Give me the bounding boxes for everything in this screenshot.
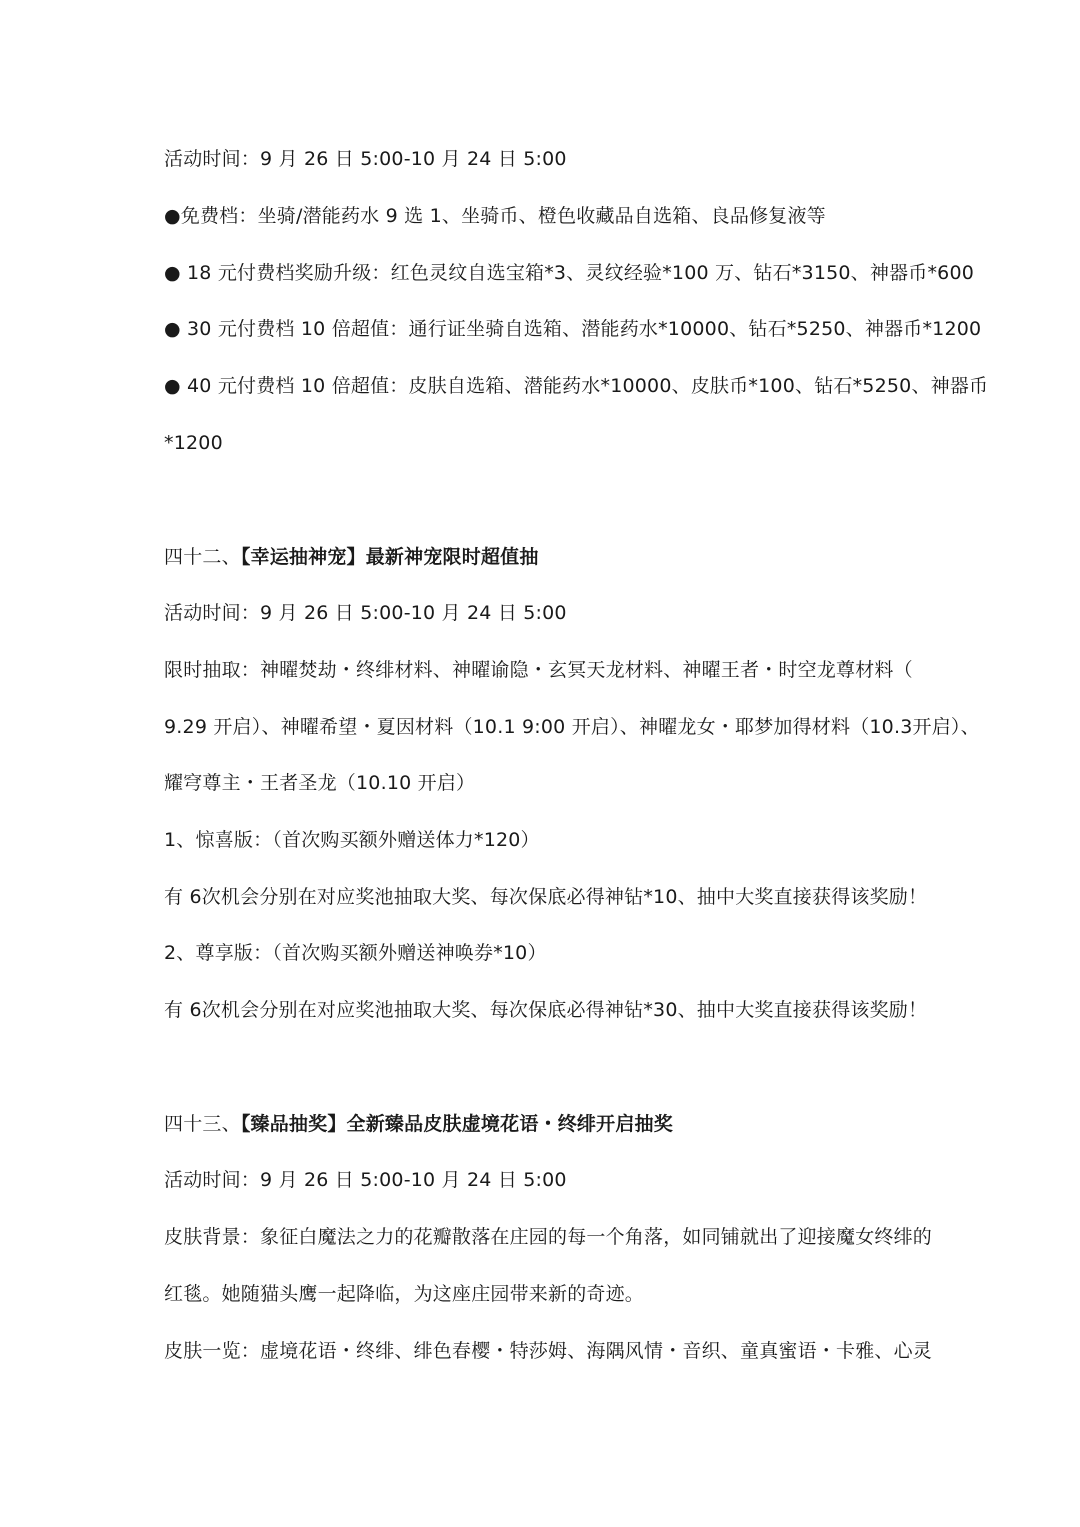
section-42-title: 【幸运抽神宠】最新神宠限时超值抽 — [240, 546, 539, 568]
version-1-desc: 有 6次机会分别在对应奖池抽取大奖、每次保底必得神钻*10、抽中大奖直接获得该奖励！ — [164, 886, 928, 908]
version-1-title: 1、惊喜版：（首次购买额外赠送体力*120） — [164, 829, 540, 851]
document-page — [164, 0, 989, 1527]
skin-background-line-2: 红毯。她随猫头鹰一起降临，为这座庄园带来新的奇迹。 — [164, 1283, 645, 1305]
limited-draw-line-2: 9.29 开启）、神曜希望・夏因材料（10.1 9:00 开启）、神曜龙女・耶梦加得材料（10.3开启）、 — [164, 716, 980, 738]
section-42-time: 活动时间：9 月 26 日 5:00-10 月 24 日 5:00 — [164, 602, 567, 624]
tier-18: ● 18 元付费档奖励升级：红色灵纹自选宝箱*3、灵纹经验*100 万、钻石*3150、神器币*600 — [164, 262, 975, 284]
version-2-desc: 有 6次机会分别在对应奖池抽取大奖、每次保底必得神钻*30、抽中大奖直接获得该奖励！ — [164, 999, 928, 1021]
skin-list-line-1: 皮肤一览：虚境花语・终绯、绯色春樱・特莎姆、海隅风情・音织、童真蜜语・卡雅、心灵 — [164, 1340, 933, 1362]
section-43-heading — [164, 1111, 673, 1137]
section-43-time: 活动时间：9 月 26 日 5:00-10 月 24 日 5:00 — [164, 1169, 567, 1191]
version-2-title: 2、尊享版：（首次购买额外赠送神唤券*10） — [164, 942, 547, 964]
limited-draw-line-1: 限时抽取：神曜焚劫・终绯材料、神曜谕隐・玄冥天龙材料、神曜王者・时空龙尊材料（ — [164, 659, 913, 681]
tier-40-line-2: *1200 — [164, 432, 223, 454]
skin-background-line-1: 皮肤背景：象征白魔法之力的花瓣散落在庄园的每一个角落，如同铺就出了迎接魔女终绯的 — [164, 1226, 933, 1248]
section-42-heading — [164, 544, 539, 570]
section-43-number: 四十三、 — [164, 1113, 241, 1135]
section-42-number: 四十二、 — [164, 546, 241, 568]
limited-draw-line-3: 耀穹尊主・王者圣龙（10.10 开启） — [164, 772, 476, 794]
activity-time: 活动时间：9 月 26 日 5:00-10 月 24 日 5:00 — [164, 148, 567, 170]
section-43-title: 【臻品抽奖】全新臻品皮肤虚境花语・终绯开启抽奖 — [240, 1113, 673, 1135]
tier-40-line-1: ● 40 元付费档 10 倍超值：皮肤自选箱、潜能药水*10000、皮肤币*100、钻石*5250、神器币 — [164, 375, 989, 397]
tier-30: ● 30 元付费档 10 倍超值：通行证坐骑自选箱、潜能药水*10000、钻石*5250、神器币*1200 — [164, 318, 982, 340]
free-tier: ●免费档：坐骑/潜能药水 9 选 1、坐骑币、橙色收藏品自选箱、良品修复液等 — [164, 205, 826, 227]
